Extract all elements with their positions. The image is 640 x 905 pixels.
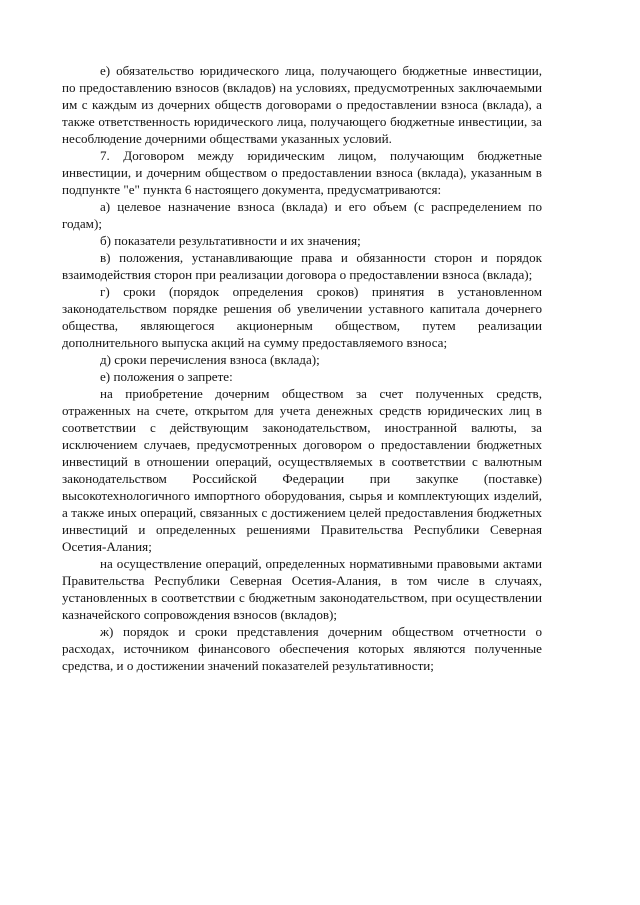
paragraph-7d: д) сроки перечисления взноса (вклада); [100, 352, 320, 367]
paragraph-7v: в) положения, устанавливающие права и обязанности сторон и порядок взаимодействия сторон при реализации договора о предоставлении взноса (вклада); [62, 250, 542, 282]
paragraph-7-intro: 7. Договором между юридическим лицом, получающим бюджетные инвестиции, и дочерним обществом о предоставлении взноса (вклада), указанным в подпункте "е" пункта 6 настоящего документа, предусматриваются: [62, 148, 542, 197]
paragraph-7zh: ж) порядок и сроки представления дочерним обществом отчетности о расходах, источником финансового обеспечения которых являются полученные средства, и о достижении значений показателей результативности; [62, 624, 542, 673]
document-page [62, 62, 542, 674]
paragraph-7b: б) показатели результативности и их значения; [100, 233, 361, 248]
paragraph-7e-currency-ban: на приобретение дочерним обществом за счет полученных средств, отраженных на счете, открытом для учета денежных средств юридических лиц в соответствии с действующим законодательством, иностранной валюты, за исключением случаев, предусмотренных договором о предоставлении бюджетных инвестиций в отношении операций, осуществляемых в соответствии с валютным законодательством Российской Федерации при закупке (поставке) высокотехнологичного импортного оборудования, сырья и комплектующих изделий, а также иных операций, связанных с достижением целей предоставления бюджетных инвестиций и определенных решениями Правительства Республики Северная Осетия-Алания; [62, 386, 542, 554]
paragraph-7a: а) целевое назначение взноса (вклада) и его объем (с распределением по годам); [62, 199, 542, 231]
paragraph-7e-operations-ban: на осуществление операций, определенных нормативными правовыми актами Правительства Республики Северная Осетия-Алания, в том числе в случаях, установленных в соответствии с бюджетным законодательством, при осуществлении казначейского сопровождения взносов (вкладов); [62, 556, 542, 622]
paragraph-7e: е) положения о запрете: [100, 369, 233, 384]
paragraph-7g: г) сроки (порядок определения сроков) принятия в установленном законодательством порядке решения об увеличении уставного капитала дочернего общества, являющегося акционерным обществом, путем реализации дополнительного выпуска акций на сумму предоставляемого взноса; [62, 284, 542, 350]
paragraph-6e-obligation: е) обязательство юридического лица, получающего бюджетные инвестиции, по предоставлению взносов (вкладов) на условиях, предусмотренных заключаемыми им с каждым из дочерних обществ договорами о предоставлении взноса (вклада), а также ответственность юридического лица, получающего бюджетные инвестиции, за несоблюдение дочерними обществами указанных условий. [62, 63, 542, 146]
